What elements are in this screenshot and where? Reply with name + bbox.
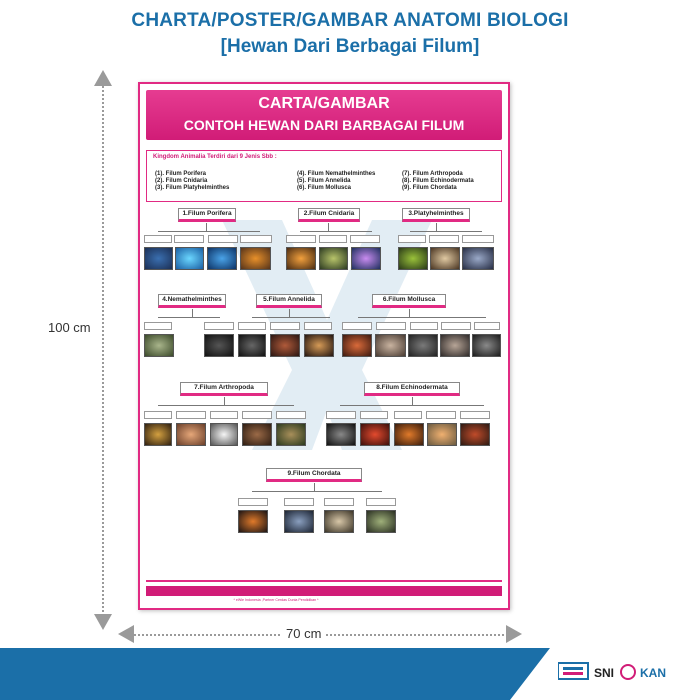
kingdom-list-item: (2). Filum Cnidaria [155,178,208,184]
species-label [462,235,494,243]
annelid-photo [304,334,334,357]
phylum-label-echinodermata: 8.Filum Echinodermata [364,382,460,396]
kan-logo-icon: KAN [640,666,666,680]
mollusc-photo [408,334,438,357]
echinoderm-photo [326,423,356,446]
cnidaria-photo [319,247,348,270]
arrow-down-icon [94,614,112,630]
species-label [238,322,266,330]
tree-connector [252,491,382,492]
footer-tagline: * eWie Indonesia ,Partner Cerdas Dunia Pendidikan * [233,598,319,602]
sponge-photo [207,247,237,270]
species-label [360,411,388,419]
kingdom-list-item: (9). Filum Chordata [402,185,457,191]
species-label [324,498,354,506]
echinoderm-photo [460,423,490,446]
height-label: 100 cm [48,320,91,335]
species-label [474,322,500,330]
species-label [204,322,234,330]
poster-footer [146,580,502,606]
poster-banner [146,90,502,140]
phylum-label-porifera: 1.Filum Porifera [178,208,236,222]
species-label [350,235,380,243]
species-label [398,235,426,243]
flatworm-photo [398,247,428,270]
tree-connector [358,317,486,318]
species-label [144,322,172,330]
species-label [240,235,272,243]
tree-connector [412,397,413,405]
sni-logo-icon: SNI [594,666,615,680]
cnidaria-photo [286,247,316,270]
species-label [319,235,347,243]
species-label [210,411,238,419]
echinoderm-photo [427,423,457,446]
kingdom-list-item: (8). Filum Echinodermata [402,178,474,184]
mollusc-photo [375,334,406,357]
annelid-photo [270,334,300,357]
phylum-label-annelida: 5.Filum Annelida [256,294,322,308]
mollusc-photo [472,334,501,357]
tree-connector [252,317,330,318]
tree-connector [206,223,207,231]
species-label [270,322,300,330]
phylum-label-arthropoda: 7.Filum Arthropoda [180,382,268,396]
species-label [376,322,406,330]
species-label [174,235,204,243]
kingdom-list-col2 [297,171,375,192]
cnidaria-photo [351,247,381,270]
certification-logos [558,660,688,684]
bottom-band [0,648,510,700]
seal-icon [621,665,635,679]
sponge-photo [175,247,204,270]
species-label [410,322,438,330]
arrow-left-icon [118,625,134,643]
species-label [176,411,206,419]
arthropod-photo [210,423,238,446]
footer-bar [146,586,502,596]
width-label: 70 cm [282,626,325,641]
tree-connector [340,405,484,406]
species-label [342,322,372,330]
annelid-photo [238,334,266,357]
arrow-up-icon [94,70,112,86]
kingdom-list-item: (6). Filum Mollusca [297,185,352,191]
tree-connector [158,317,220,318]
tree-connector [158,405,294,406]
tree-connector [410,231,482,232]
chordate-photo [366,510,396,533]
species-label [366,498,396,506]
height-dimension-line [102,82,104,616]
arthropod-photo [276,423,306,446]
phylum-label-chordata: 9.Filum Chordata [266,468,362,482]
tree-connector [158,231,260,232]
echinoderm-photo [360,423,390,446]
tree-connector [436,223,437,231]
arthropod-photo [144,423,172,446]
tree-connector [409,309,410,317]
chordate-photo [238,510,268,533]
kingdom-list-item: (3). Filum Platyhelminthes [155,185,230,191]
flatworm-photo [430,247,460,270]
arrow-right-icon [506,625,522,643]
species-label [394,411,422,419]
poster-subtitle: CONTOH HEWAN DARI BARBAGAI FILUM [183,117,465,133]
sponge-photo [240,247,271,270]
species-label [441,322,471,330]
kingdom-info-box [146,150,502,202]
kingdom-list-col1 [155,171,229,192]
chordate-photo [324,510,354,533]
phylum-label-platyhelminthes: 3.Platyhelminthes [402,208,470,222]
mollusc-photo [342,334,372,357]
tree-connector [289,309,290,317]
tree-connector [314,483,315,491]
species-label [242,411,272,419]
species-label [429,235,459,243]
species-label [144,411,172,419]
tree-connector [328,223,329,231]
roundworm-photo [204,334,234,357]
tree-connector [192,309,193,317]
kingdom-list-item: (1). Filum Porifera [155,171,207,177]
arthropod-photo [176,423,206,446]
poster-title: CARTA/GAMBAR [258,95,390,112]
kingdom-list-col3 [402,171,474,192]
echinoderm-photo [394,423,424,446]
species-label [208,235,238,243]
mollusc-photo [440,334,470,357]
kingdom-list-item: (5). Filum Annelida [297,178,351,184]
iso-logo-icon [558,663,588,679]
arthropod-photo [242,423,272,446]
species-label [284,498,314,506]
species-label [460,411,490,419]
roundworm-photo [144,334,174,357]
species-label [144,235,172,243]
kingdom-list-item: (7). Filum Arthropoda [402,171,463,177]
species-label [304,322,332,330]
species-label [286,235,316,243]
kingdom-list-item: (4). Filum Nemathelminthes [297,171,376,177]
species-label [238,498,268,506]
kingdom-info-title: Kingdom Animalia Terdiri dari 9 Jenis Sbb : [153,154,277,160]
sponge-photo [144,247,173,270]
product-title: CHARTA/POSTER/GAMBAR ANATOMI BIOLOGI [131,10,569,31]
species-label [426,411,456,419]
bottom-band-corner [510,648,550,700]
poster [138,82,510,610]
tree-connector [300,231,372,232]
phylum-label-cnidaria: 2.Filum Cnidaria [298,208,360,222]
flatworm-photo [462,247,494,270]
species-label [276,411,306,419]
species-label [326,411,356,419]
product-subtitle: [Hewan Dari Berbagai Filum] [220,36,480,57]
tree-connector [224,397,225,405]
phylum-label-nemathelminthes: 4.Nemathelminthes [158,294,226,308]
chordate-photo [284,510,314,533]
phylum-label-mollusca: 6.Filum Mollusca [372,294,446,308]
